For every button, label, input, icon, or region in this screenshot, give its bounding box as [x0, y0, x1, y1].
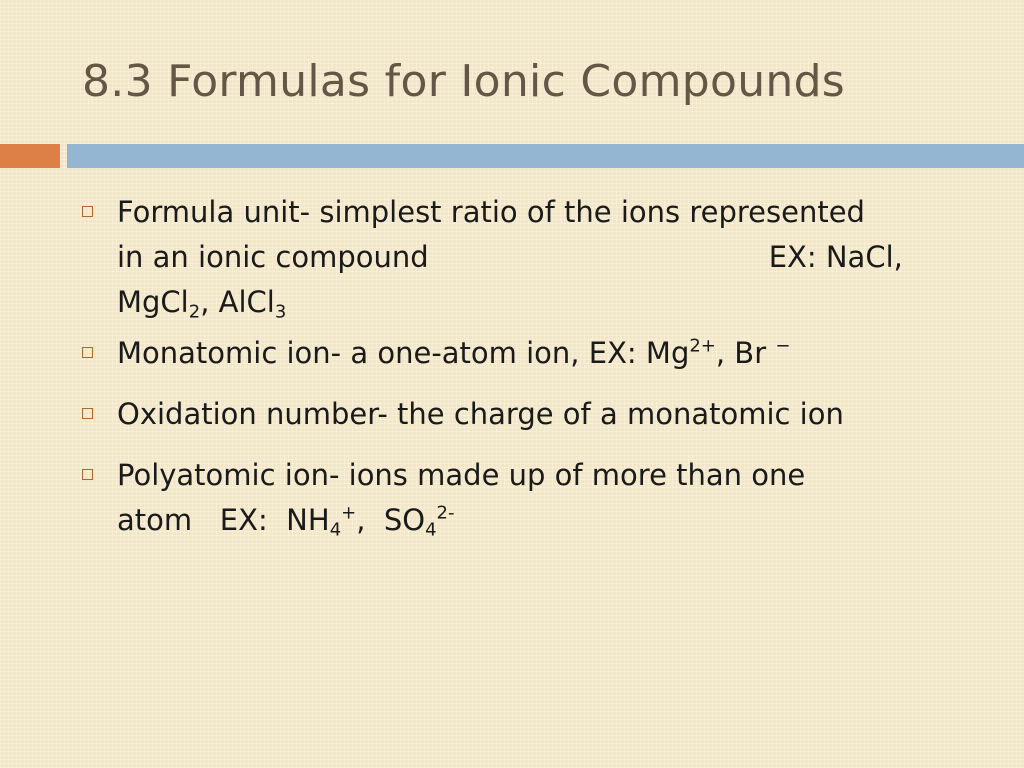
- bullet-line: Formula unit- simplest ratio of the ions represented: [117, 195, 865, 229]
- example-text: EX: NaCl,: [768, 240, 903, 274]
- bullet-text: atom EX: NH: [117, 503, 330, 537]
- bullet-oxidation-number: [82, 392, 982, 437]
- bullet-line: [117, 331, 982, 376]
- bullet-line: Oxidation number- the charge of a monatomic ion: [117, 397, 844, 431]
- bullet-polyatomic-ion: [82, 453, 982, 543]
- superscript: 2-: [436, 502, 455, 524]
- bullet-monatomic-ion: [82, 331, 982, 376]
- bullet-formula-unit: [82, 190, 982, 325]
- bullet-line: [117, 498, 982, 543]
- formula-text: , Br: [715, 336, 776, 370]
- formula-text: , AlCl: [200, 285, 275, 319]
- formula-text: MgCl: [117, 285, 189, 319]
- square-bullet-icon: [82, 408, 93, 419]
- formula-text: , SO: [356, 503, 426, 537]
- superscript: 2+: [689, 335, 716, 357]
- subscript: 2: [188, 301, 201, 323]
- bullet-line: [117, 280, 982, 325]
- bullet-line: Polyatomic ion- ions made up of more than one: [117, 458, 806, 492]
- square-bullet-icon: [82, 469, 93, 480]
- superscript: +: [341, 502, 357, 524]
- bullet-line: [117, 235, 982, 280]
- bullet-list: [82, 190, 982, 558]
- bullet-text: in an ionic compound: [117, 240, 429, 274]
- subscript: 3: [274, 301, 287, 323]
- superscript: −: [775, 335, 791, 357]
- subscript: 4: [329, 519, 342, 541]
- slide-title: 8.3 Formulas for Ionic Compounds: [82, 56, 846, 107]
- square-bullet-icon: [82, 347, 93, 358]
- subscript: 4: [425, 519, 437, 541]
- bullet-text: Monatomic ion- a one-atom ion, EX: Mg: [117, 336, 690, 370]
- accent-bar-blue: [67, 144, 1024, 168]
- square-bullet-icon: [82, 206, 93, 217]
- accent-bar-orange: [0, 144, 60, 168]
